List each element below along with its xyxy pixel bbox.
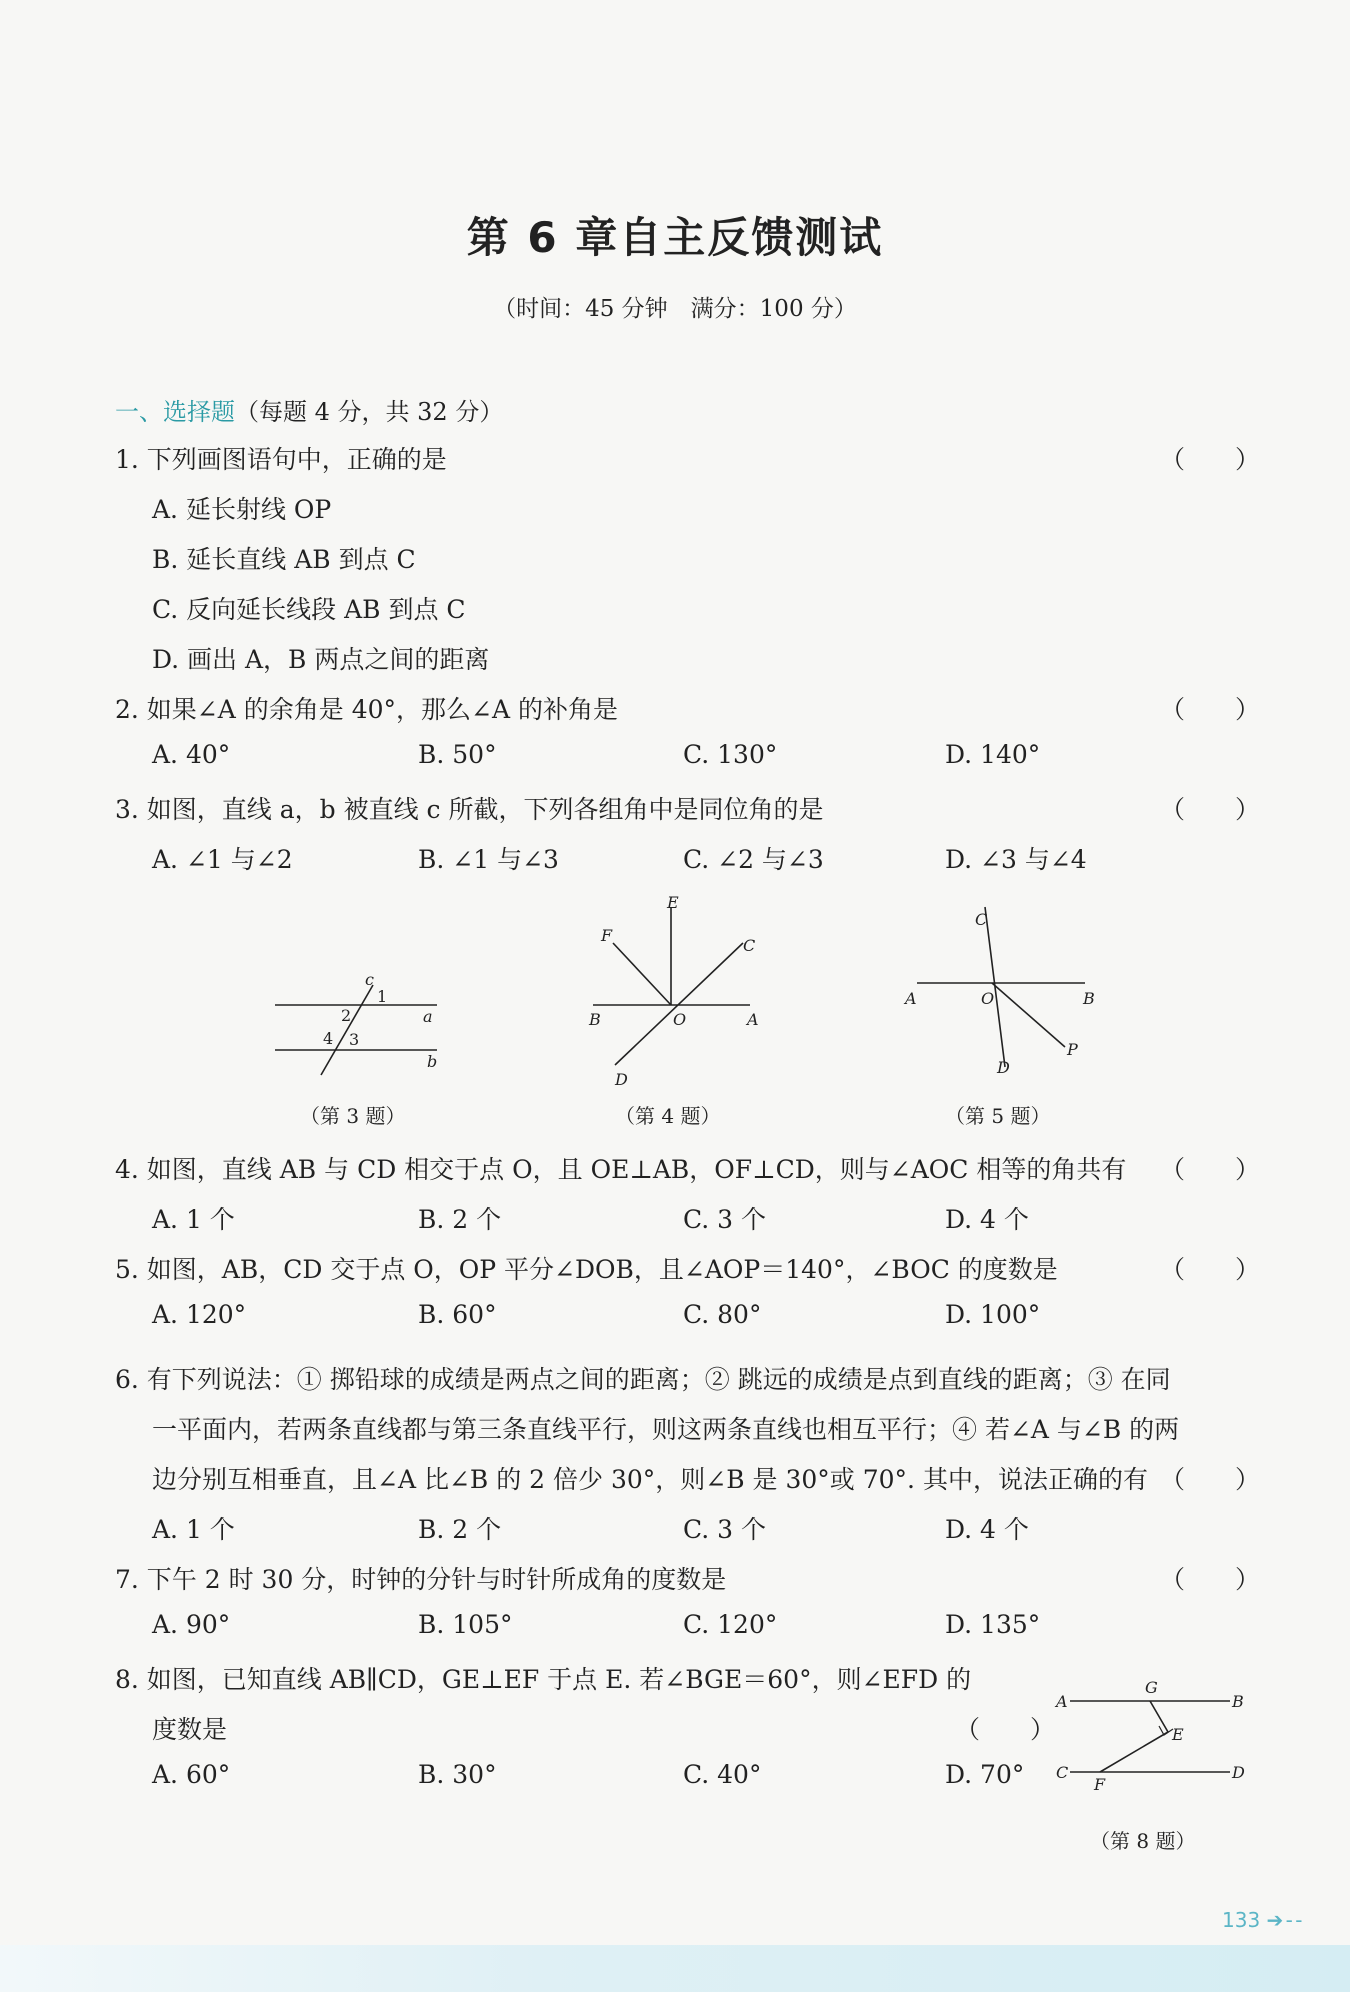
fig8-label-d: D	[1232, 1763, 1245, 1782]
q5-answer-bracket[interactable]: （ ）	[1160, 1255, 1261, 1284]
q7-option-b: B. 105°	[418, 1610, 513, 1639]
fig5-label-d: D	[997, 1058, 1010, 1077]
q5-option-c: C. 80°	[683, 1300, 762, 1329]
fig5-label-c: C	[975, 910, 988, 929]
q7-option-a: A. 90°	[152, 1610, 231, 1639]
q6-option-d: D. 4 个	[945, 1515, 1029, 1544]
q4-option-a: A. 1 个	[152, 1205, 235, 1234]
q6-option-c: C. 3 个	[683, 1515, 766, 1544]
q2-option-b: B. 50°	[418, 740, 497, 769]
fig5-label-p: P	[1067, 1040, 1078, 1059]
fig5-label-o: O	[981, 989, 995, 1008]
q5-option-b: B. 60°	[418, 1300, 497, 1329]
fig8-label-f: F	[1094, 1775, 1106, 1794]
q7-option-d: D. 135°	[945, 1610, 1041, 1639]
footer-band	[0, 1945, 1350, 1992]
fig4-label-b: B	[589, 1010, 601, 1029]
fig4-caption: （第 4 题）	[615, 1104, 721, 1128]
q1-option-b: B. 延长直线 AB 到点 C	[152, 545, 416, 574]
q6-stem-line2: 一平面内，若两条直线都与第三条直线平行，则这两条直线也相互平行；④ 若∠A 与∠B 的两	[152, 1415, 1180, 1444]
q5-stem: 5. 如图，AB，CD 交于点 O，OP 平分∠DOB，且∠AOP＝140°，∠BOC 的度数是	[115, 1255, 1058, 1284]
figure-q5	[895, 895, 1105, 1080]
fig3-label-4: 4	[323, 1029, 334, 1048]
q6-option-a: A. 1 个	[152, 1515, 235, 1544]
q1-stem: 1. 下列画图语句中，正确的是	[115, 445, 447, 474]
fig4-label-e: E	[667, 893, 679, 912]
section-heading	[115, 392, 503, 427]
q8-option-a: A. 60°	[152, 1760, 231, 1789]
q2-answer-bracket[interactable]: （ ）	[1160, 695, 1261, 724]
q3-stem: 3. 如图，直线 a，b 被直线 c 所截，下列各组角中是同位角的是	[115, 795, 824, 824]
q6-stem-line3: 边分别互相垂直，且∠A 比∠B 的 2 倍少 30°，则∠B 是 30°或 70°. 其中，说法正确的有	[152, 1465, 1148, 1494]
fig8-label-g: G	[1145, 1678, 1158, 1697]
fig3-label-a: a	[423, 1007, 433, 1026]
fig5-label-a: A	[905, 989, 917, 1008]
q8-option-b: B. 30°	[418, 1760, 497, 1789]
q6-option-b: B. 2 个	[418, 1515, 502, 1544]
page-number	[1222, 1908, 1300, 1932]
fig3-label-c: c	[365, 970, 374, 989]
q8-option-c: C. 40°	[683, 1760, 762, 1789]
fig3-label-1: 1	[377, 987, 388, 1006]
q2-option-d: D. 140°	[945, 740, 1041, 769]
fig8-caption: （第 8 题）	[1090, 1829, 1196, 1853]
q2-option-c: C. 130°	[683, 740, 778, 769]
fig4-label-o: O	[673, 1010, 687, 1029]
q7-answer-bracket[interactable]: （ ）	[1160, 1565, 1261, 1594]
q2-option-a: A. 40°	[152, 740, 231, 769]
q3-option-c: C. ∠2 与∠3	[683, 845, 824, 874]
figure-q8	[1050, 1670, 1250, 1794]
q8-stem-line1: 8. 如图，已知直线 AB∥CD，GE⊥EF 于点 E. 若∠BGE＝60°，则∠EFD 的	[115, 1665, 972, 1694]
q3-option-b: B. ∠1 与∠3	[418, 845, 559, 874]
fig5-label-b: B	[1083, 989, 1095, 1008]
q3-option-a: A. ∠1 与∠2	[152, 845, 293, 874]
q6-stem-line1: 6. 有下列说法：① 掷铅球的成绩是两点之间的距离；② 跳远的成绩是点到直线的距离；③ 在同	[115, 1365, 1171, 1394]
fig4-label-c: C	[743, 936, 756, 955]
fig3-label-b: b	[427, 1052, 438, 1071]
q2-stem: 2. 如果∠A 的余角是 40°，那么∠A 的补角是	[115, 695, 618, 724]
q4-stem: 4. 如图，直线 AB 与 CD 相交于点 O，且 OE⊥AB，OF⊥CD，则与∠AOC 相等的角共有	[115, 1155, 1127, 1184]
fig5-caption: （第 5 题）	[945, 1104, 1051, 1128]
q7-option-c: C. 120°	[683, 1610, 778, 1639]
q5-option-d: D. 100°	[945, 1300, 1041, 1329]
q3-option-d: D. ∠3 与∠4	[945, 845, 1087, 874]
section-label: 一、选择题	[115, 398, 235, 426]
fig8-label-a: A	[1056, 1692, 1068, 1711]
q5-option-a: A. 120°	[152, 1300, 247, 1329]
section-note: （每题 4 分，共 32 分）	[235, 398, 504, 426]
fig8-label-c: C	[1056, 1763, 1069, 1782]
fig8-label-e: E	[1172, 1725, 1184, 1744]
page-number-value: 133	[1222, 1908, 1261, 1932]
q1-answer-bracket[interactable]: （ ）	[1160, 445, 1261, 474]
q1-option-a: A. 延长射线 OP	[152, 495, 332, 524]
q7-stem: 7. 下午 2 时 30 分，时钟的分针与时针所成角的度数是	[115, 1565, 727, 1594]
q1-option-c: C. 反向延长线段 AB 到点 C	[152, 595, 466, 624]
test-time-info: （时间：45 分钟 满分：100 分）	[493, 296, 857, 322]
q8-answer-bracket[interactable]: （ ）	[955, 1715, 1056, 1744]
q4-answer-bracket[interactable]: （ ）	[1160, 1155, 1261, 1184]
figure-q4	[585, 895, 765, 1090]
fig3-label-3: 3	[349, 1030, 360, 1049]
q8-stem-line2: 度数是	[152, 1715, 228, 1744]
figure-q3	[265, 965, 455, 1080]
q4-option-c: C. 3 个	[683, 1205, 766, 1234]
q3-answer-bracket[interactable]: （ ）	[1160, 795, 1261, 824]
fig3-label-2: 2	[341, 1006, 352, 1025]
q1-option-d: D. 画出 A，B 两点之间的距离	[152, 645, 490, 674]
fig4-label-d: D	[615, 1070, 628, 1089]
fig8-label-b: B	[1232, 1692, 1244, 1711]
fig4-label-f: F	[601, 926, 613, 945]
page-title: 第 6 章自主反馈测试	[466, 213, 884, 262]
fig3-caption: （第 3 题）	[300, 1104, 406, 1128]
q6-answer-bracket[interactable]: （ ）	[1160, 1465, 1261, 1494]
fig4-label-a: A	[747, 1010, 759, 1029]
q4-option-d: D. 4 个	[945, 1205, 1029, 1234]
q8-option-d: D. 70°	[945, 1760, 1025, 1789]
q4-option-b: B. 2 个	[418, 1205, 502, 1234]
arrow-decoration-icon: ➔ - -	[1266, 1908, 1301, 1932]
